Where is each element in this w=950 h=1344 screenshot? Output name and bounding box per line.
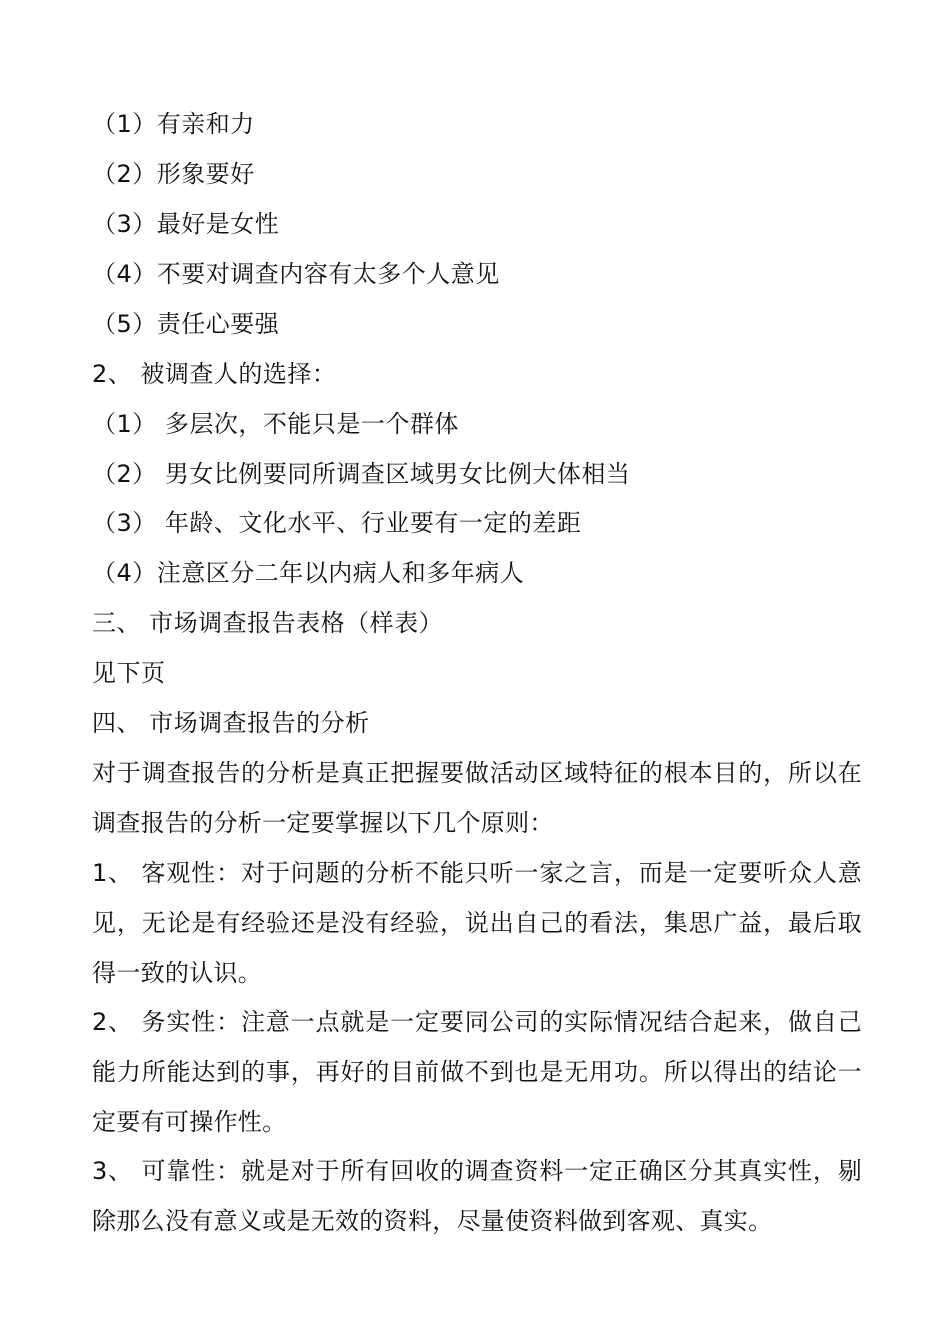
respondent-selection-item-4: （4）注意区分二年以内病人和多年病人 [92, 559, 525, 587]
principle-objectivity: 1、 客观性：对于问题的分析不能只听一家之言，而是一定要听众人意见，无论是有经验还是没有经验，说出自己的看法，集思广益，最后取得一致的认识。 [92, 859, 862, 987]
interviewer-requirement-5: （5）责任心要强 [92, 310, 280, 338]
principle-practicality: 2、 务实性：注意一点就是一定要同公司的实际情况结合起来，做自己能力所能达到的事，再好的目前做不到也是无用功。所以得出的结论一定要有可操作性。 [92, 1008, 862, 1136]
section-three-heading: 三、 市场调查报告表格（样表） [92, 609, 444, 637]
interviewer-requirement-2: （2）形象要好 [92, 160, 255, 188]
interviewer-requirement-4: （4）不要对调查内容有太多个人意见 [92, 260, 500, 288]
interviewer-requirement-3: （3）最好是女性 [92, 210, 280, 238]
respondent-selection-item-3: （3） 年龄、文化水平、行业要有一定的差距 [92, 509, 582, 537]
section-three-note: 见下页 [92, 659, 166, 687]
section-four-heading: 四、 市场调查报告的分析 [92, 709, 370, 737]
respondent-selection-item-2: （2） 男女比例要同所调查区域男女比例大体相当 [92, 460, 631, 488]
interviewer-requirement-1: （1）有亲和力 [92, 110, 255, 138]
respondent-selection-heading: 2、 被调查人的选择： [92, 360, 337, 388]
respondent-selection-item-1: （1） 多层次，不能只是一个群体 [92, 410, 459, 438]
principle-reliability: 3、 可靠性：就是对于所有回收的调查资料一定正确区分其真实性，剔除那么没有意义或是无效的资料，尽量使资料做到客观、真实。 [92, 1157, 862, 1235]
analysis-intro-paragraph: 对于调查报告的分析是真正把握要做活动区域特征的根本目的，所以在调查报告的分析一定要掌握以下几个原则： [92, 759, 862, 837]
